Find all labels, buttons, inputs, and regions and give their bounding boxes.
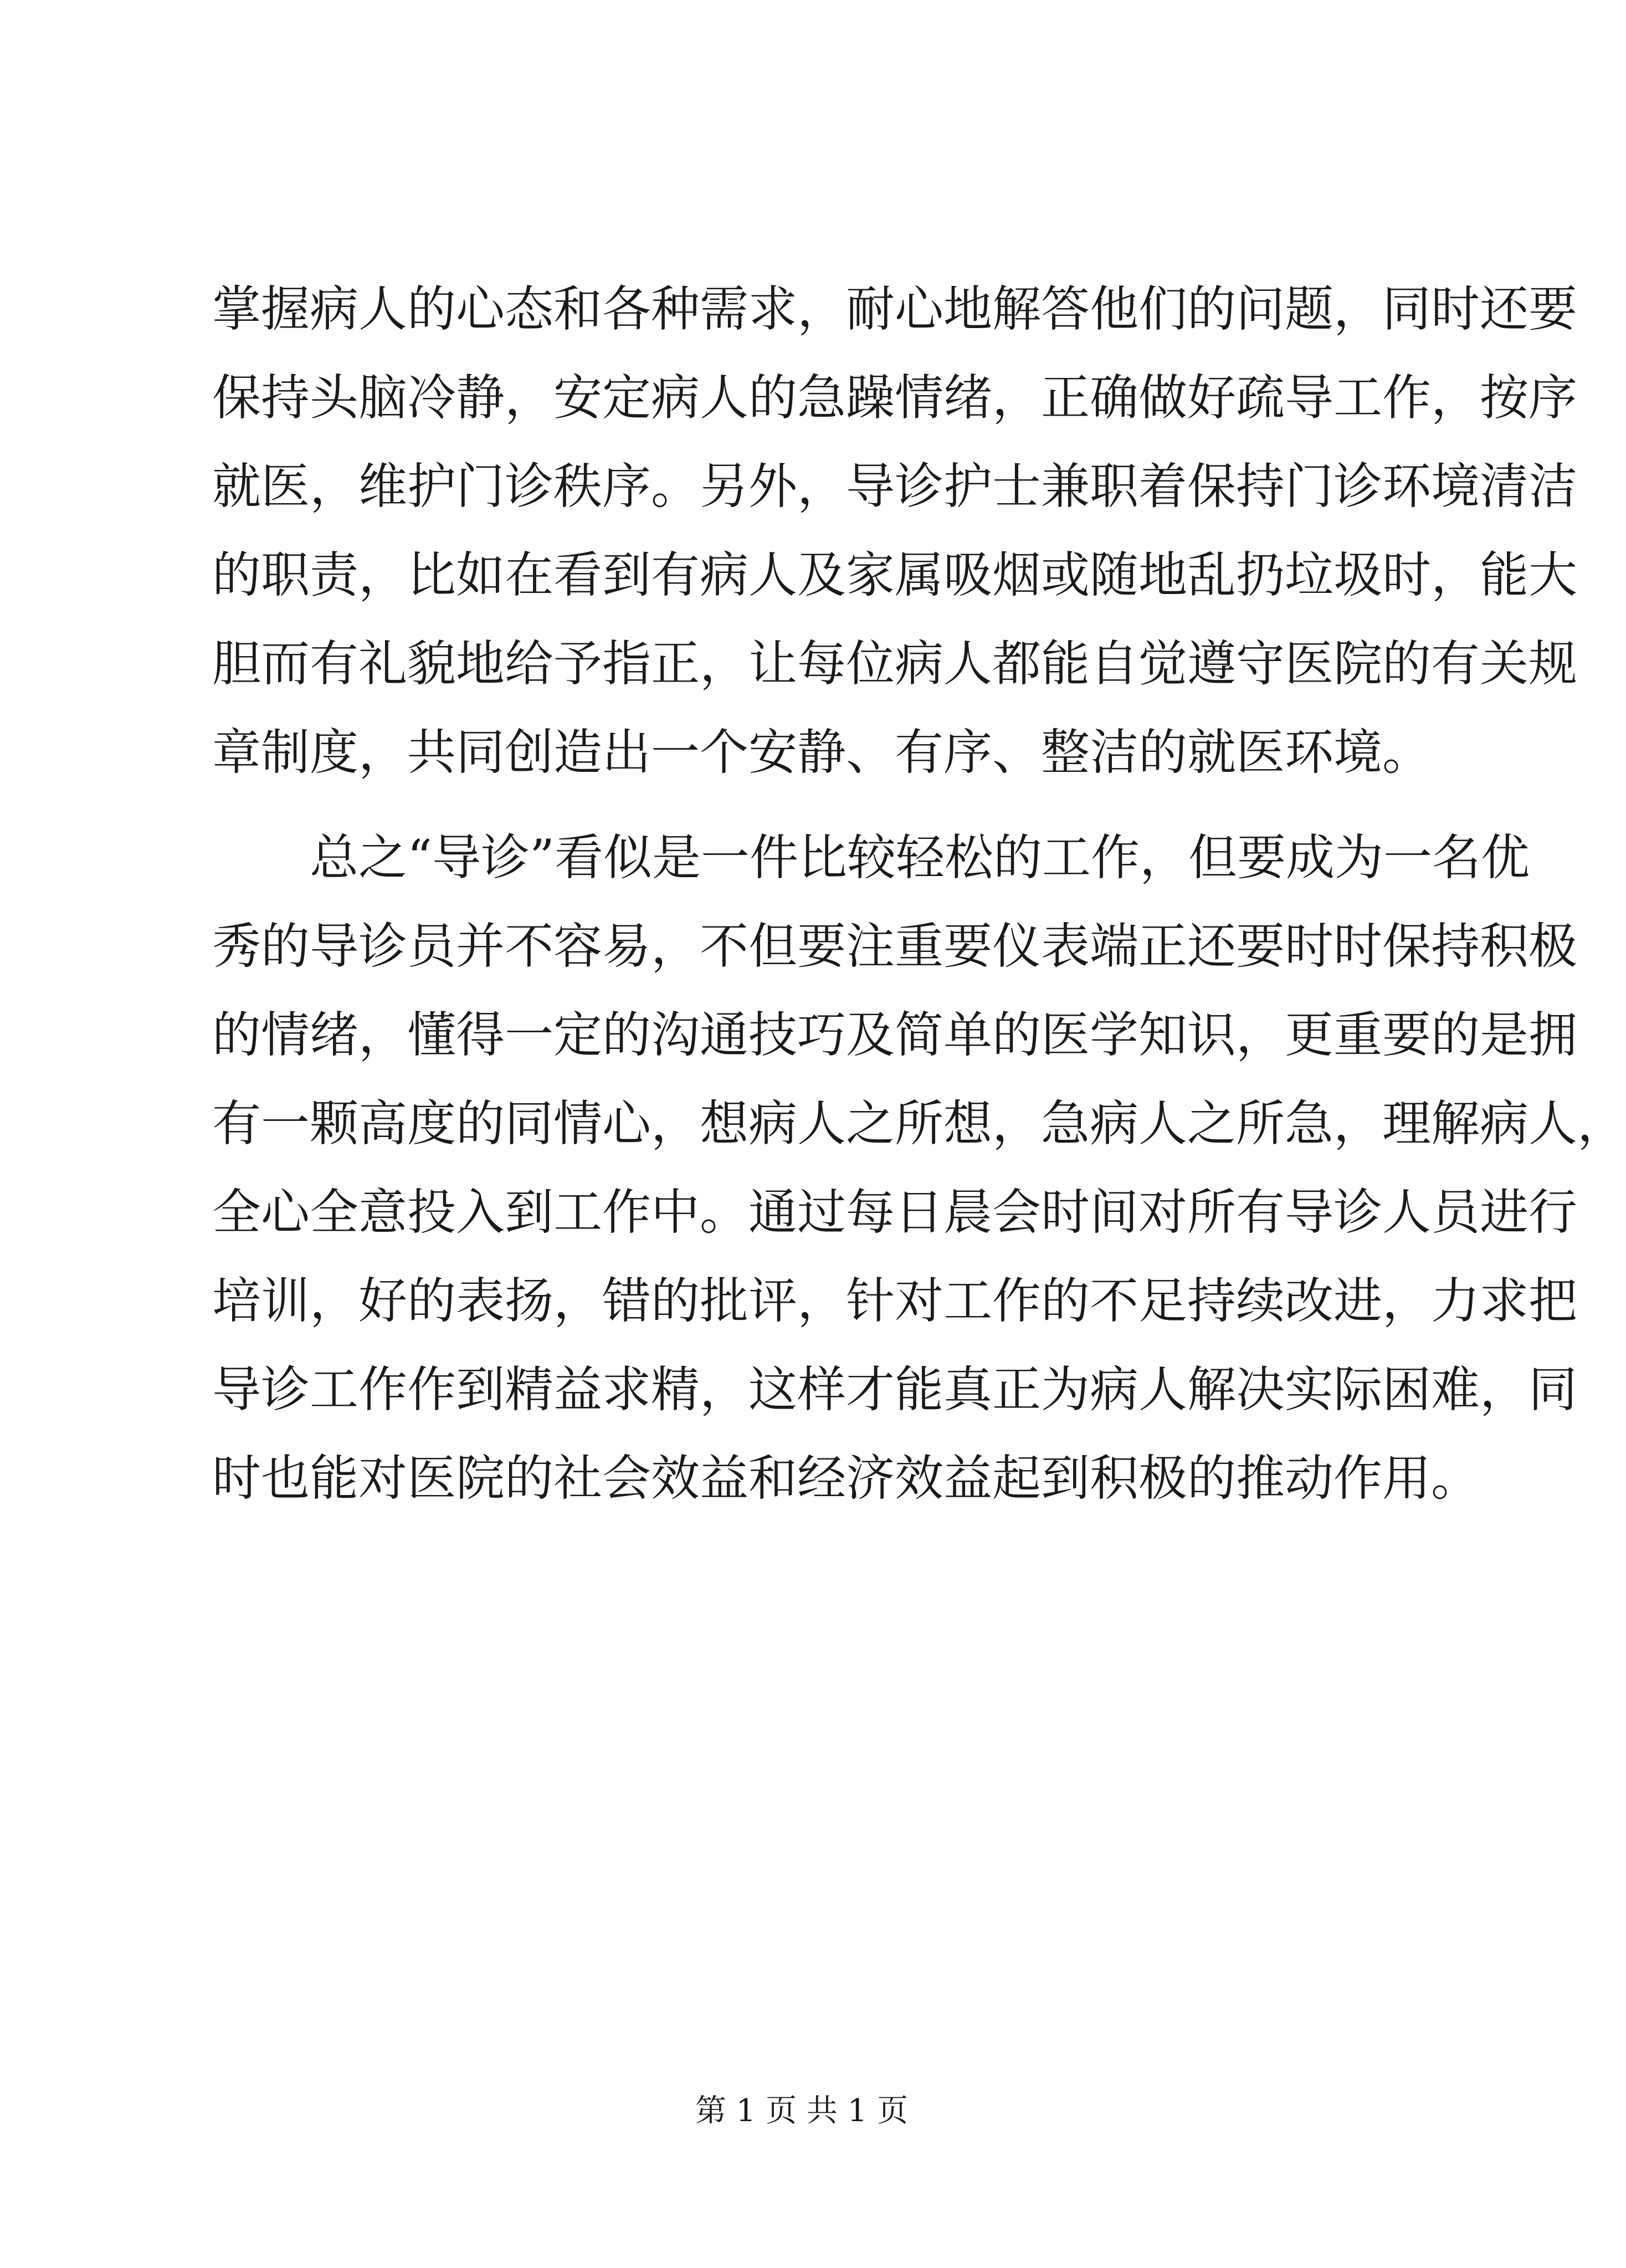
text-line: 全心全意投入到工作中。通过每日晨会时间对所有导诊人员进行 xyxy=(212,1184,1578,1241)
text-line: 掌握病人的心态和各种需求，耐心地解答他们的问题，同时还要 xyxy=(212,280,1578,337)
text-line: 保持头脑冷静，安定病人的急躁情绪，正确做好疏导工作，按序 xyxy=(212,369,1578,426)
page-footer: 第 1 页 共 1 页 xyxy=(695,2093,909,2129)
text-line: 章制度，共同创造出一个安静、有序、整洁的就医环境。 xyxy=(212,724,1432,781)
text-line: 培训，好的表扬，错的批评，针对工作的不足持续改进，力求把 xyxy=(212,1272,1578,1329)
text-line: 有一颗高度的同情心，想病人之所想，急病人之所急，理解病人， xyxy=(212,1095,1626,1152)
document-body xyxy=(212,265,1626,1523)
text-line: 的职责，比如在看到有病人及家属吸烟或随地乱扔垃圾时，能大 xyxy=(212,546,1578,603)
text-line: 总之“导诊”看似是一件比较轻松的工作，但要成为一名优 xyxy=(310,829,1530,886)
text-line: 导诊工作作到精益求精，这样才能真正为病人解决实际困难，同 xyxy=(212,1361,1578,1418)
paragraph-2 xyxy=(212,813,1626,1523)
text-line: 就医，维护门诊秩序。另外，导诊护士兼职着保持门诊环境清洁 xyxy=(212,458,1578,515)
text-line: 秀的导诊员并不容易，不但要注重要仪表端正还要时时保持积极 xyxy=(212,918,1578,975)
text-line: 的情绪，懂得一定的沟通技巧及简单的医学知识，更重要的是拥 xyxy=(212,1006,1578,1063)
paragraph-1 xyxy=(212,265,1578,797)
text-line: 时也能对医院的社会效益和经济效益起到积极的推动作用。 xyxy=(212,1450,1480,1507)
text-line: 胆而有礼貌地给予指正，让每位病人都能自觉遵守医院的有关规 xyxy=(212,635,1578,692)
